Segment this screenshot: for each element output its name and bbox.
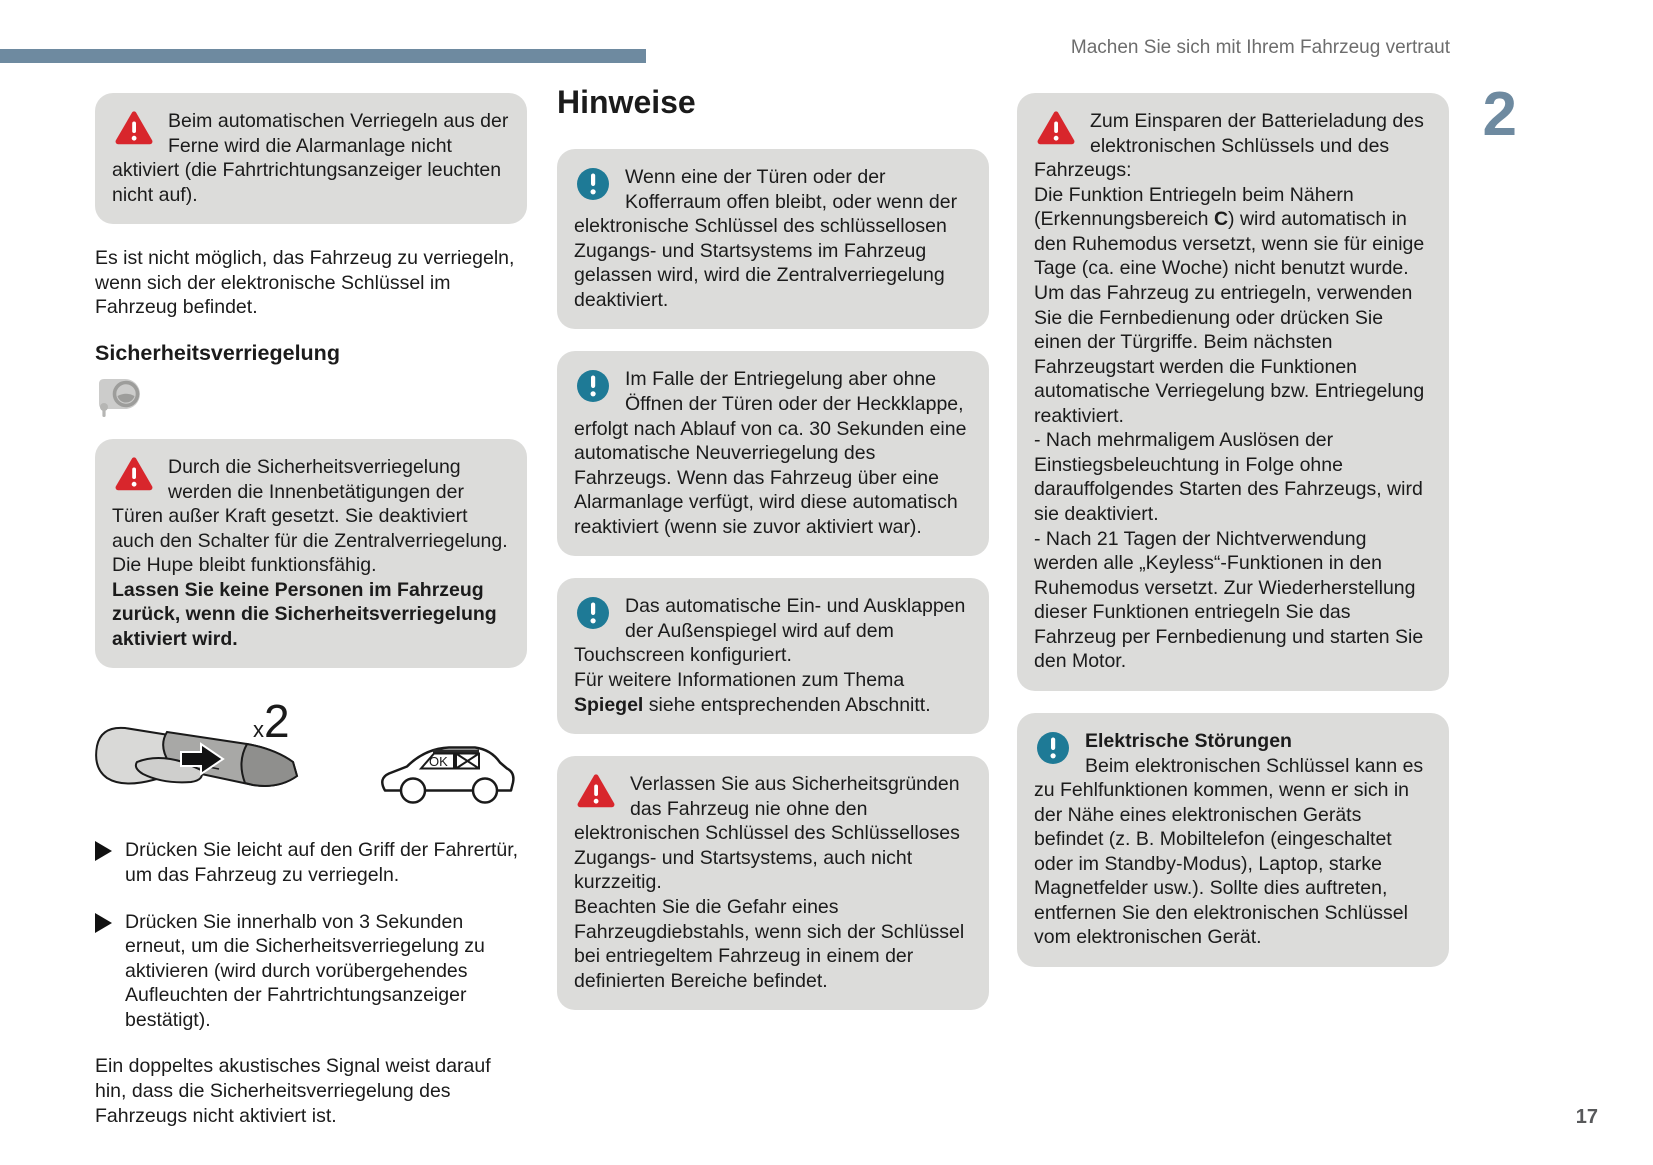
chapter-number: 2 — [1482, 80, 1517, 149]
paragraph-key-inside: Es ist nicht möglich, das Fahrzeug zu verriegeln, wenn sich der elektronische Schlüssel im Fahrzeug befindet. — [95, 247, 515, 319]
info-icon — [576, 596, 610, 637]
info-box-doors-open — [557, 149, 989, 329]
info-text-bold: Spiegel — [574, 693, 644, 716]
info-text: Wenn eine der Türen oder der Kofferraum offen bleibt, oder wenn der elektronische Schlüssel des schlüssellosen Zugangs- und Startsystems im Fahrzeug gelassen wird, wird die Zentralverriegelung deaktiviert. — [574, 166, 958, 311]
info-text-segment: siehe entsprechenden Abschnitt. — [643, 693, 931, 716]
info-text-segment: Für weitere Informationen zum Thema — [574, 669, 905, 691]
info-box-relocking — [557, 351, 989, 556]
step-text: Drücken Sie innerhalb von 3 Sekunden erneut, um die Sicherheitsverriegelung zu aktivieren (wird durch vorübergehendes Aufleuchten der Fahrtrichtungsanzeiger bestätigt). — [125, 910, 485, 1031]
times-prefix: x — [253, 717, 264, 743]
warning-text: - Nach 21 Tagen der Nichtverwendung werden alle „Keyless“-Funktionen in den Ruhemodus versetzt. Zur Wiederherstellung dieser Funktionen entriegeln Sie das Fahrzeug per Fernbedienung und starten Sie den Motor. — [1034, 527, 1424, 673]
info-text: Beim elektronischen Schlüssel kann es zu Fehlfunktionen kommen, wenn er sich in der Nähe eines elektronischen Geräts befindet (z. B. Mobiltelefon (eingeschaltet oder im Standby-Modus), Laptop, starke Magnetfelder usw.). Sollte dies auftreten, entfernen Sie den elektronischen Schlüssel vom elektronischen Gerät. — [1034, 754, 1424, 949]
warning-box-leave-vehicle — [557, 756, 989, 1010]
car-illustration — [373, 718, 523, 818]
warning-text: Die Hupe bleibt funktionsfähig. — [112, 554, 377, 577]
warning-text-bold: Lassen Sie keine Personen im Fahrzeug zurück, wenn die Sicherheitsverriegelung aktiviert wird. — [112, 578, 497, 650]
info-icon — [576, 369, 610, 410]
warning-text: Beachten Sie die Gefahr eines Fahrzeugdiebstahls, wenn sich der Schlüssel bei entriegeltem Fahrzeug in einem der definierten Bereiche befindet. — [574, 895, 965, 992]
zone-c-label: C — [1213, 208, 1229, 231]
info-text: Das automatische Ein- und Ausklappen der Außenspiegel wird auf dem Touchscreen konfiguriert. — [574, 595, 966, 667]
key-fob-illustration — [95, 690, 331, 818]
triangle-bullet-icon — [95, 913, 112, 933]
top-accent-bar — [0, 49, 646, 63]
info-icon — [1036, 731, 1070, 772]
warning-text: Verlassen Sie aus Sicherheitsgründen das Fahrzeug nie ohne den elektronischen Schlüssel des Schlüsselloses Zugangs- und Startsystems, auch nicht kurzzeitig. — [574, 773, 960, 894]
warning-text: Durch die Sicherheitsverriegelung werden die Innenbetätigungen der Türen außer Kraft gesetzt. Sie deaktiviert auch den Schalter für die Zentralverriegelung. — [112, 455, 508, 552]
key-fob-drawing — [95, 690, 331, 818]
warning-box-battery-saving — [1017, 93, 1449, 691]
warning-box-deadlocking — [95, 439, 527, 669]
column-left — [95, 93, 527, 1149]
warning-icon — [114, 110, 154, 153]
press-twice-label — [253, 695, 290, 748]
section-heading-deadlocking: Sicherheitsverriegelung — [95, 340, 340, 365]
page-header-title: Machen Sie sich mit Ihrem Fahrzeug vertraut — [1070, 37, 1450, 58]
page-number: 17 — [1575, 1106, 1598, 1128]
warning-text: Beim automatischen Verriegeln aus der Ferne wird die Alarmanlage nicht aktiviert (die Fahrtrichtungsanzeiger leuchten nicht auf). — [112, 110, 509, 206]
warning-box-remote-locking — [95, 93, 527, 224]
warning-text: - Nach mehrmaligem Auslösen der Einstiegsbeleuchtung in Folge ohne darauffolgendes Starten des Fahrzeugs, wird sie deaktiviert. — [1034, 429, 1423, 525]
warning-text-segment: Die Funktion Entriegeln beim Nähern (Erkennungsbereich — [1034, 183, 1354, 231]
info-icon — [576, 167, 610, 208]
steering-lock-icon — [95, 372, 527, 423]
locking-illustration — [95, 690, 527, 818]
warning-text-segment: ) wird automatisch in den Ruhemodus versetzt, wenn sie für einige Tage (ca. eine Woche) nicht benutzt wurde. Um das Fahrzeug zu entriegeln, verwenden Sie die Fernbedienung oder drücken Sie einen der Türgriffe. Beim nächsten Fahrzeugstart werden die Funktionen automatische Verriegelung bzw. Entriegelung reaktiviert. — [1034, 208, 1425, 427]
car-drawing — [373, 718, 523, 818]
column-right — [1017, 93, 1449, 989]
warning-icon — [1036, 110, 1076, 153]
page-title: Hinweise — [557, 84, 696, 120]
info-box-mirrors — [557, 578, 989, 734]
warning-icon — [114, 456, 154, 499]
triangle-bullet-icon — [95, 841, 112, 861]
step-text: Drücken Sie leicht auf den Griff der Fahrertür, um das Fahrzeug zu verriegeln. — [125, 839, 519, 886]
info-box-title: Elektrische Störungen — [1085, 729, 1292, 752]
paragraph-double-signal: Ein doppeltes akustisches Signal weist darauf hin, dass die Sicherheitsverriegelung des Fahrzeugs nicht aktiviert ist. — [95, 1055, 491, 1127]
info-text — [574, 668, 972, 717]
instruction-step-1 — [95, 838, 527, 887]
warning-text — [1034, 183, 1432, 429]
warning-text: Zum Einsparen der Batterieladung des elektronischen Schlüssels und des Fahrzeugs: — [1034, 110, 1424, 182]
times-count: 2 — [264, 695, 290, 748]
car-ok-label: OK — [429, 754, 448, 770]
warning-icon — [576, 773, 616, 816]
instruction-step-2 — [95, 910, 527, 1033]
info-text: Im Falle der Entriegelung aber ohne Öffnen der Türen oder der Heckklappe, erfolgt nach Ablauf von ca. 30 Sekunden eine automatische Neuverriegelung des Fahrzeugs. Wenn das Fahrzeug über eine Alarmanlage verfügt, wird diese automatisch reaktiviert (wenn sie zuvor aktiviert war). — [574, 368, 967, 538]
column-middle — [557, 84, 989, 1032]
info-box-electrical-interference — [1017, 713, 1449, 967]
